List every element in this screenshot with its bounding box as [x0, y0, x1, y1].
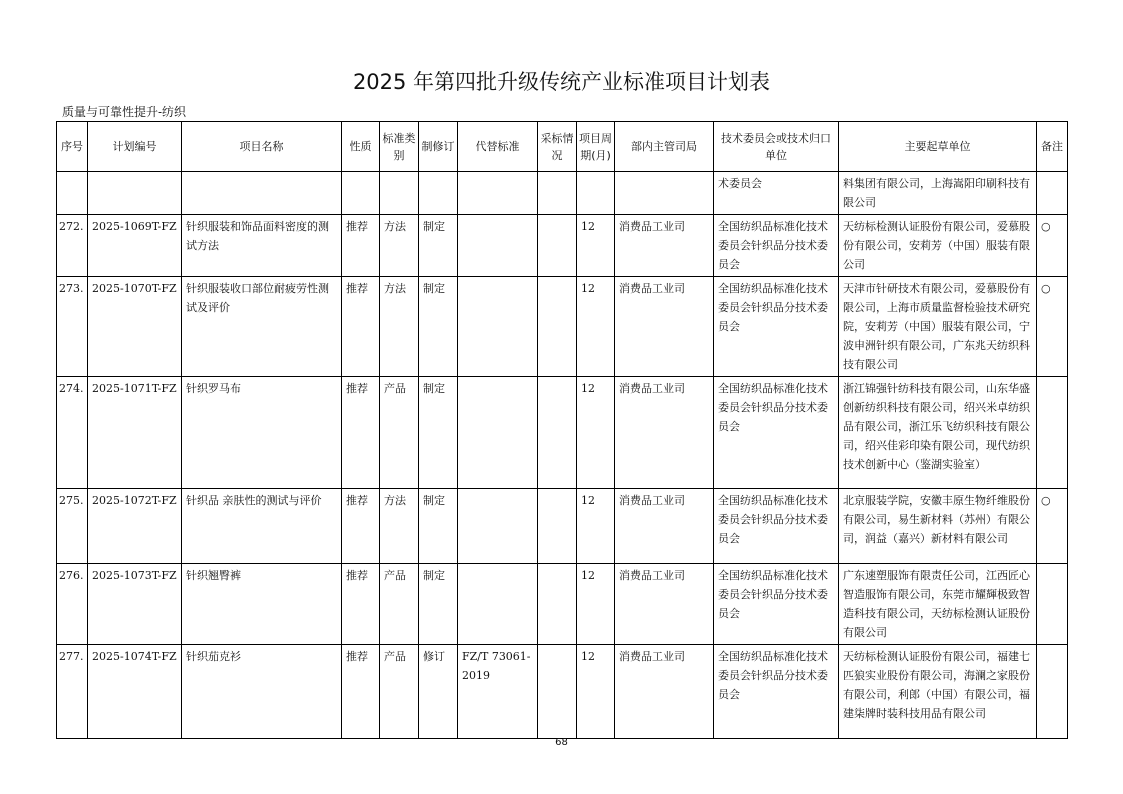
cell-category [380, 172, 419, 215]
table-row [57, 277, 1068, 377]
cell-nature: 推荐 [342, 489, 380, 564]
cell-note [1037, 377, 1068, 489]
cell-no: 277. [57, 645, 88, 739]
cell-no [57, 172, 88, 215]
header-committee: 技术委员会或技术归口单位 [714, 122, 839, 172]
cell-note: ○ [1037, 489, 1068, 564]
table-row [57, 564, 1068, 645]
cell-name: 针织罗马布 [182, 377, 342, 489]
header-drafters: 主要起草单位 [839, 122, 1037, 172]
standards-plan-table [56, 121, 1068, 739]
cell-name [182, 172, 342, 215]
header-category: 标准类别 [380, 122, 419, 172]
cell-plan-id: 2025-1070T-FZ [88, 277, 182, 377]
cell-revision: 制定 [419, 215, 458, 277]
cell-replaces [458, 172, 538, 215]
cell-revision: 制定 [419, 489, 458, 564]
cell-committee: 术委员会 [714, 172, 839, 215]
cell-revision: 制定 [419, 564, 458, 645]
cell-committee: 全国纺织品标准化技术委员会针织品分技术委员会 [714, 215, 839, 277]
cell-plan-id: 2025-1072T-FZ [88, 489, 182, 564]
header-replaces: 代替标准 [458, 122, 538, 172]
header-note: 备注 [1037, 122, 1068, 172]
cell-committee: 全国纺织品标准化技术委员会针织品分技术委员会 [714, 377, 839, 489]
cell-nature: 推荐 [342, 564, 380, 645]
cell-no: 272. [57, 215, 88, 277]
header-dept: 部内主管司局 [615, 122, 714, 172]
cell-committee: 全国纺织品标准化技术委员会针织品分技术委员会 [714, 489, 839, 564]
cell-replaces [458, 277, 538, 377]
cell-revision: 制定 [419, 377, 458, 489]
cell-drafters: 天纺标检测认证股份有限公司，爱慕股份有限公司，安莉芳（中国）服装有限公司 [839, 215, 1037, 277]
cell-committee: 全国纺织品标准化技术委员会针织品分技术委员会 [714, 277, 839, 377]
cell-no: 274. [57, 377, 88, 489]
cell-name: 针织茄克衫 [182, 645, 342, 739]
cell-category: 产品 [380, 645, 419, 739]
table-header-row [57, 122, 1068, 172]
cell-nature: 推荐 [342, 215, 380, 277]
cell-plan-id: 2025-1073T-FZ [88, 564, 182, 645]
cell-nature: 推荐 [342, 645, 380, 739]
cell-note [1037, 172, 1068, 215]
cell-category: 产品 [380, 564, 419, 645]
cell-adoption [538, 564, 577, 645]
section-subtitle: 质量与可靠性提升-纺织 [62, 105, 187, 119]
cell-dept: 消费品工业司 [615, 645, 714, 739]
cell-period [577, 172, 615, 215]
cell-no: 276. [57, 564, 88, 645]
cell-adoption [538, 645, 577, 739]
cell-adoption [538, 277, 577, 377]
cell-no: 275. [57, 489, 88, 564]
cell-name: 针织服装和饰品面料密度的测试方法 [182, 215, 342, 277]
cell-category: 方法 [380, 277, 419, 377]
table-row [57, 215, 1068, 277]
cell-drafters: 浙江锦强针纺科技有限公司，山东华盛创新纺织科技有限公司，绍兴米卓纺织品有限公司，浙江乐飞纺织科技有限公司，绍兴佳彩印染有限公司，现代纺织技术创新中心（鉴湖实验室） [839, 377, 1037, 489]
cell-dept: 消费品工业司 [615, 377, 714, 489]
cell-name: 针织品 亲肤性的测试与评价 [182, 489, 342, 564]
cell-period: 12 [577, 645, 615, 739]
cell-period: 12 [577, 277, 615, 377]
cell-replaces [458, 215, 538, 277]
cell-nature: 推荐 [342, 277, 380, 377]
cell-revision: 制定 [419, 277, 458, 377]
cell-drafters: 天纺标检测认证股份有限公司，福建七匹狼实业股份有限公司，海澜之家股份有限公司，利郎（中国）有限公司，福建柒牌时装科技用品有限公司 [839, 645, 1037, 739]
cell-revision: 修订 [419, 645, 458, 739]
cell-adoption [538, 172, 577, 215]
cell-note: ○ [1037, 277, 1068, 377]
header-adoption: 采标情况 [538, 122, 577, 172]
cell-dept: 消费品工业司 [615, 277, 714, 377]
cell-adoption [538, 489, 577, 564]
cell-note [1037, 645, 1068, 739]
cell-category: 方法 [380, 489, 419, 564]
cell-plan-id: 2025-1069T-FZ [88, 215, 182, 277]
cell-revision [419, 172, 458, 215]
cell-plan-id: 2025-1071T-FZ [88, 377, 182, 489]
header-name: 项目名称 [182, 122, 342, 172]
cell-dept: 消费品工业司 [615, 215, 714, 277]
cell-replaces: FZ/T 73061-2019 [458, 645, 538, 739]
cell-drafters: 广东速塑服饰有限责任公司，江西匠心智造服饰有限公司，东莞市耀輝极致智造科技有限公司，天纺标检测认证股份有限公司 [839, 564, 1037, 645]
header-nature: 性质 [342, 122, 380, 172]
cell-drafters: 北京服装学院，安徽丰原生物纤维股份有限公司，易生新材料（苏州）有限公司，润益（嘉兴）新材料有限公司 [839, 489, 1037, 564]
header-plan-id: 计划编号 [88, 122, 182, 172]
cell-name: 针织服装收口部位耐疲劳性测试及评价 [182, 277, 342, 377]
cell-drafters: 天津市针研技术有限公司，爱慕股份有限公司，上海市质量监督检验技术研究院，安莉芳（中国）服装有限公司，宁波申洲针织有限公司，广东兆天纺织科技有限公司 [839, 277, 1037, 377]
table-row [57, 489, 1068, 564]
cell-plan-id [88, 172, 182, 215]
cell-dept: 消费品工业司 [615, 564, 714, 645]
cell-name: 针织翘臀裤 [182, 564, 342, 645]
table-row [57, 645, 1068, 739]
cell-committee: 全国纺织品标准化技术委员会针织品分技术委员会 [714, 564, 839, 645]
header-no: 序号 [57, 122, 88, 172]
cell-committee: 全国纺织品标准化技术委员会针织品分技术委员会 [714, 645, 839, 739]
cell-adoption [538, 377, 577, 489]
cell-replaces [458, 564, 538, 645]
cell-dept [615, 172, 714, 215]
table-row [57, 377, 1068, 489]
cell-nature: 推荐 [342, 377, 380, 489]
cell-adoption [538, 215, 577, 277]
cell-dept: 消费品工业司 [615, 489, 714, 564]
cell-period: 12 [577, 564, 615, 645]
cell-replaces [458, 377, 538, 489]
cell-category: 方法 [380, 215, 419, 277]
cell-replaces [458, 489, 538, 564]
cell-period: 12 [577, 215, 615, 277]
page-number: 68 [555, 737, 568, 748]
cell-note: ○ [1037, 215, 1068, 277]
table-row-continued [57, 172, 1068, 215]
cell-period: 12 [577, 489, 615, 564]
cell-note [1037, 564, 1068, 645]
cell-drafters: 料集团有限公司，上海嵩阳印刷科技有限公司 [839, 172, 1037, 215]
cell-category: 产品 [380, 377, 419, 489]
cell-no: 273. [57, 277, 88, 377]
cell-period: 12 [577, 377, 615, 489]
page-title: 2025 年第四批升级传统产业标准项目计划表 [352, 70, 771, 94]
header-revision: 制修订 [419, 122, 458, 172]
cell-plan-id: 2025-1074T-FZ [88, 645, 182, 739]
header-period: 项目周期(月) [577, 122, 615, 172]
cell-nature [342, 172, 380, 215]
